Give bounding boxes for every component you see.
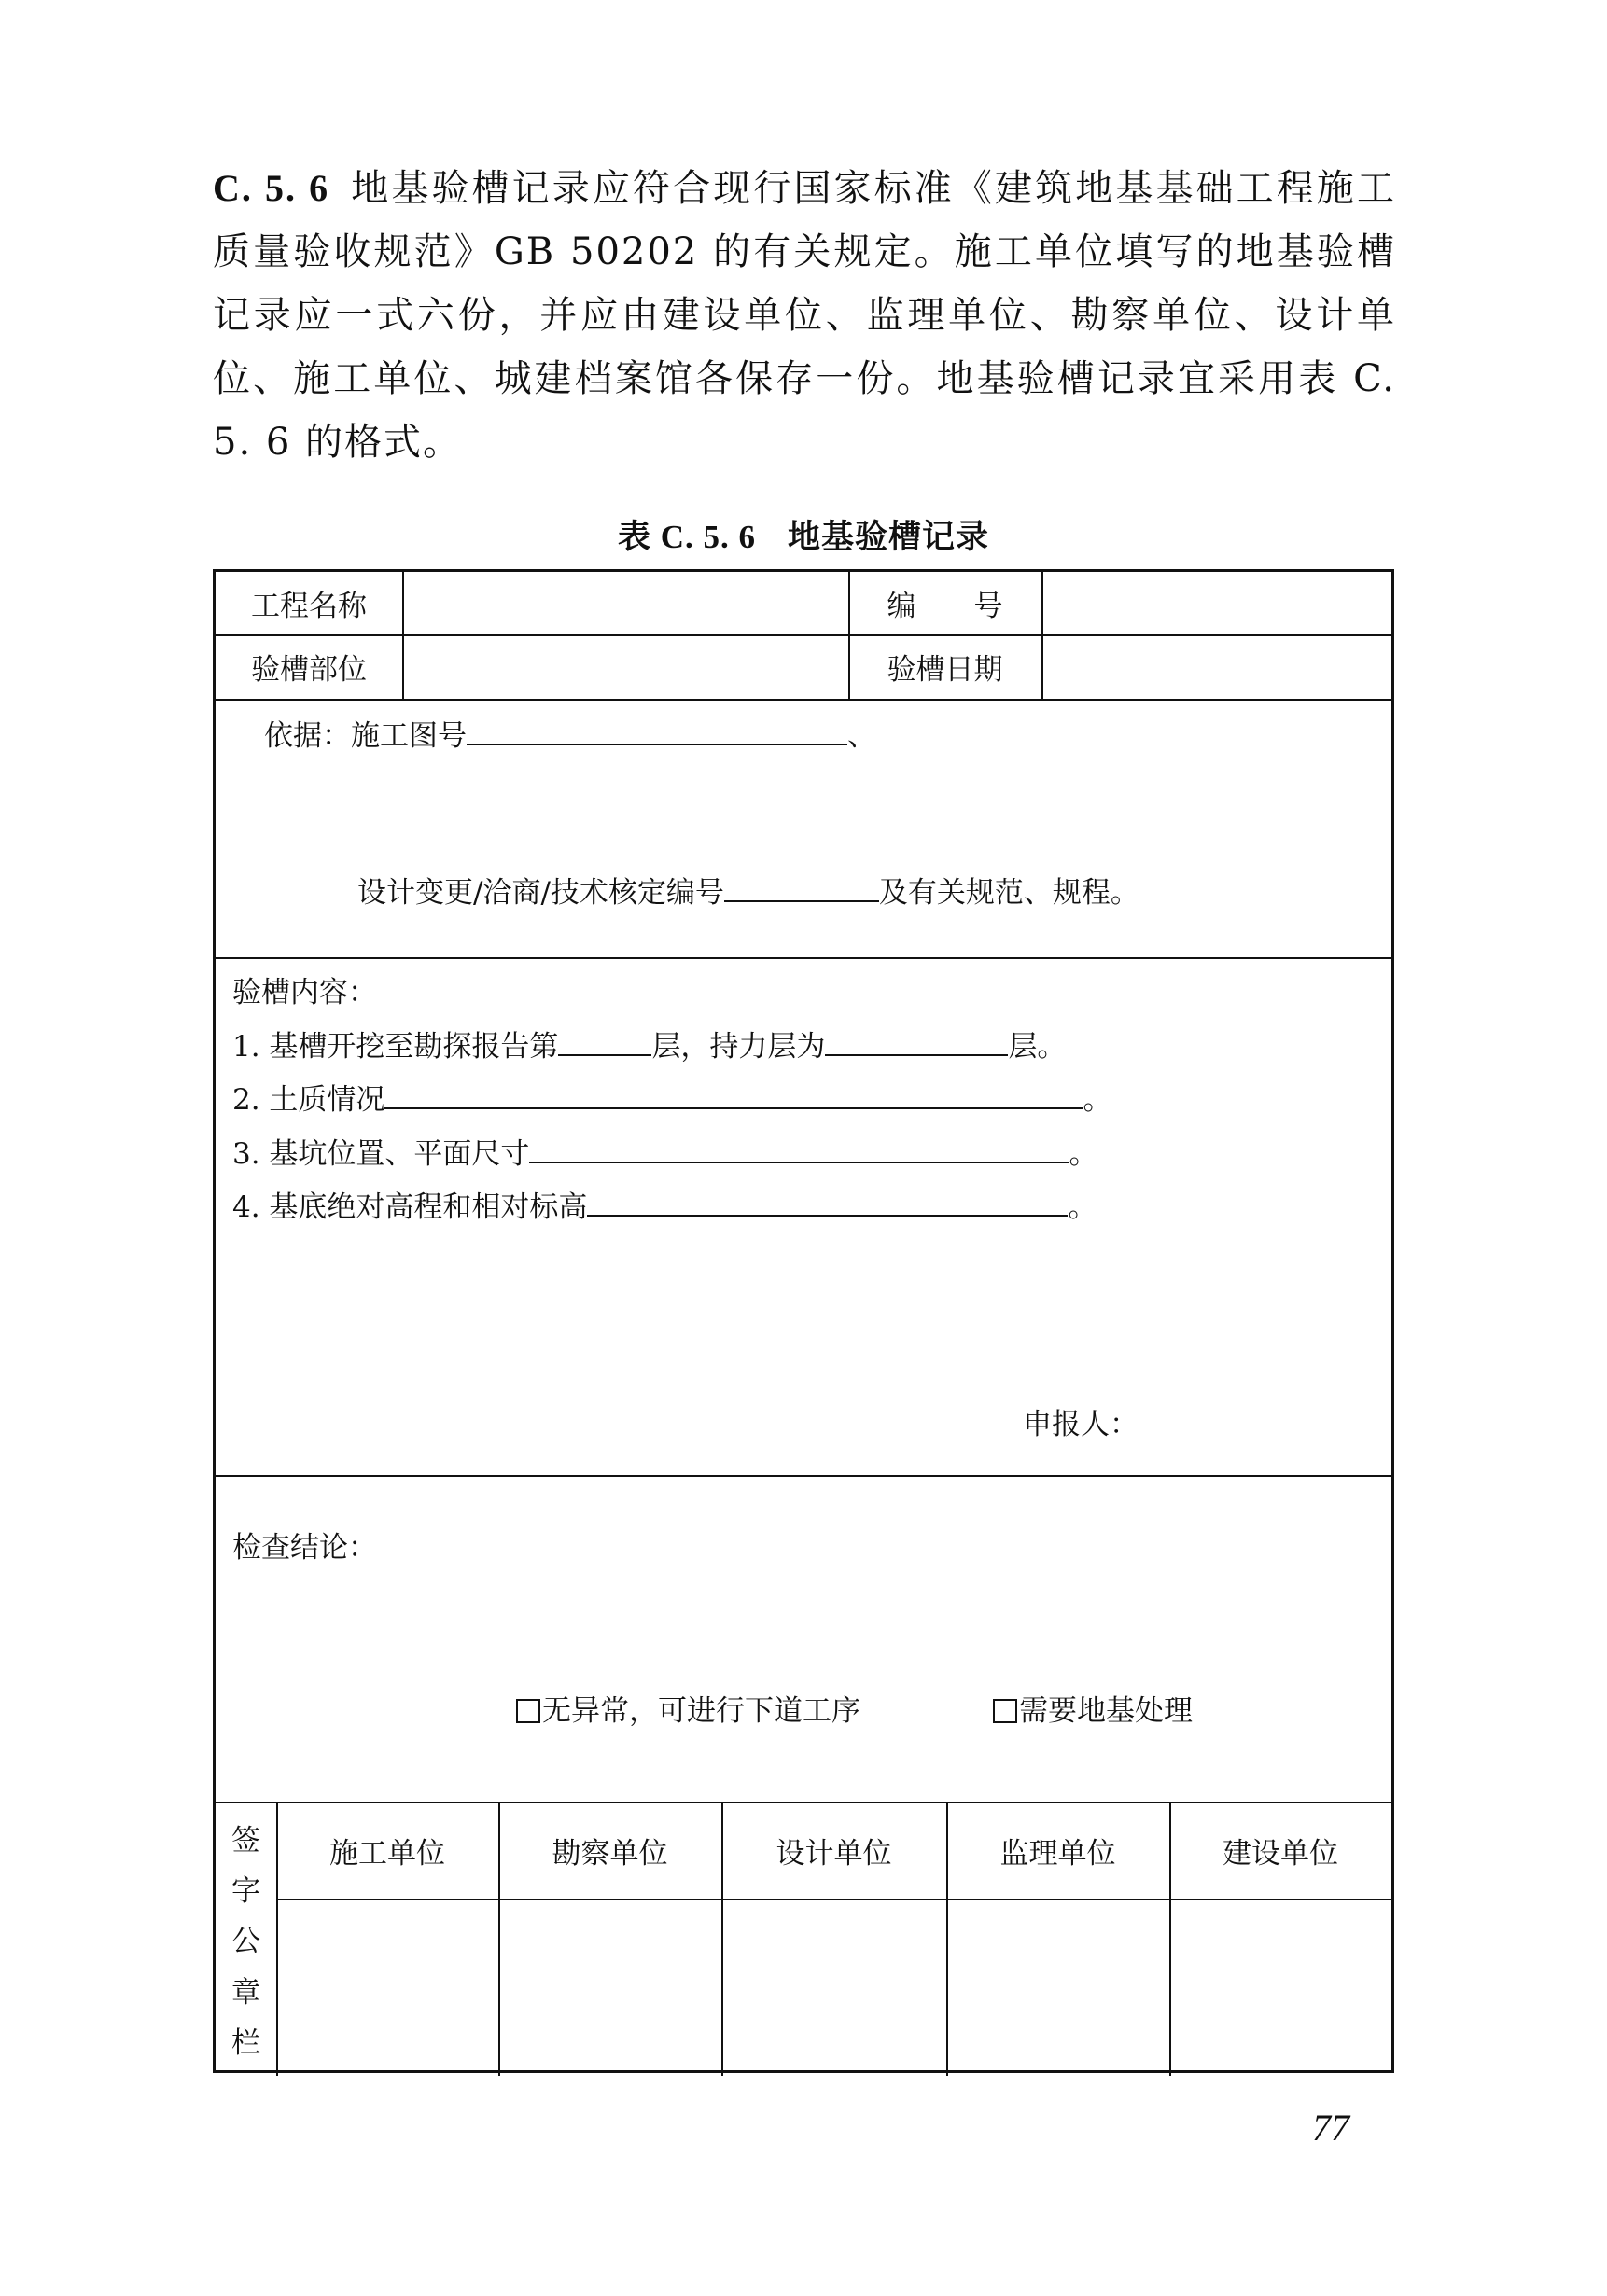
page-number: 77	[1312, 2107, 1349, 2149]
content-label: 验槽内容：	[232, 976, 377, 1009]
sign-cell-supervision[interactable]	[948, 1900, 1168, 2072]
item2-period: 。	[1083, 1083, 1112, 1117]
sign-cell-design[interactable]	[723, 1900, 945, 2072]
project-name-field[interactable]	[405, 575, 847, 633]
sign-side-char: 签	[231, 1823, 260, 1858]
content-item-2	[232, 1076, 1111, 1118]
clause-text: 地基验槽记录应符合现行国家标准《建筑地基基础工程施工质量验收规范》GB 50202 的有关规定。施工单位填写的地基验槽记录应一式六份，并应由建设单位、监理单位、勘察单位、设计单位、施工单位、城建档案馆各保存一份。地基验槽记录宜采用表 C. 5. 6 的格式。	[213, 167, 1396, 464]
content-item-4	[232, 1183, 1097, 1225]
sign-side-char: 公	[231, 1925, 260, 1959]
row-divider	[216, 699, 1391, 701]
foundation-trench-inspection-form	[213, 569, 1394, 2073]
sign-side-char: 字	[231, 1874, 260, 1909]
soil-condition-blank[interactable]	[384, 1079, 1083, 1109]
change-line	[357, 869, 1139, 911]
date-field[interactable]	[1044, 637, 1390, 697]
pit-position-blank[interactable]	[529, 1134, 1069, 1163]
item1-text-c: 层。	[1008, 1030, 1067, 1064]
checkbox-needs-treatment[interactable]	[993, 1699, 1017, 1723]
item4-text: 4. 基底绝对高程和相对标高	[232, 1190, 588, 1224]
sign-header-supervision: 监理单位	[999, 1836, 1116, 1871]
sign-side-char: 栏	[231, 2026, 260, 2061]
conclusion-label: 检查结论：	[232, 1531, 377, 1565]
item4-period: 。	[1068, 1190, 1097, 1224]
sign-cell-owner[interactable]	[1171, 1900, 1390, 2072]
item2-text: 2. 土质情况	[232, 1083, 385, 1117]
change-number-blank[interactable]	[724, 872, 879, 902]
option-needs-treatment-label: 需要地基处理	[1019, 1694, 1193, 1728]
sign-header-construction: 施工单位	[329, 1836, 445, 1871]
row-divider	[216, 1475, 1391, 1477]
bearing-layer-blank[interactable]	[825, 1026, 1008, 1056]
sign-side-char: 章	[231, 1975, 260, 2010]
col-divider	[1041, 572, 1043, 699]
option-needs-treatment[interactable]	[993, 1687, 1193, 1729]
item3-period: 。	[1069, 1137, 1098, 1171]
sign-cell-survey[interactable]	[500, 1900, 720, 2072]
change-suffix: 及有关规范、规程。	[878, 876, 1139, 910]
number-label: 编 号	[887, 590, 1003, 623]
content-item-3	[232, 1130, 1097, 1172]
item1-text-a: 1. 基槽开挖至勘探报告第	[232, 1030, 559, 1064]
content-item-1	[232, 1023, 1066, 1065]
sign-header-owner: 建设单位	[1223, 1836, 1338, 1871]
location-label: 验槽部位	[251, 653, 367, 687]
survey-layer-blank[interactable]	[558, 1026, 651, 1056]
location-field[interactable]	[405, 637, 847, 697]
clause-number: C. 5. 6	[213, 167, 330, 209]
option-no-anomaly-label: 无异常，可进行下道工序	[542, 1694, 860, 1728]
sign-header-design: 设计单位	[776, 1836, 892, 1871]
caption-number: 表 C. 5. 6	[617, 519, 756, 555]
sign-header-survey: 勘察单位	[552, 1836, 668, 1871]
clause-paragraph	[213, 157, 1396, 474]
sign-cell-construction[interactable]	[278, 1900, 497, 2072]
number-field[interactable]	[1044, 575, 1390, 633]
table-caption	[0, 511, 1607, 558]
project-name-label: 工程名称	[251, 590, 367, 623]
basis-separator: 、	[847, 719, 876, 753]
elevation-blank[interactable]	[587, 1187, 1068, 1217]
date-label: 验槽日期	[887, 653, 1003, 687]
col-divider	[402, 572, 404, 699]
basis-label: 依据：施工图号	[264, 719, 467, 753]
caption-title: 地基验槽记录	[788, 518, 990, 556]
drawing-number-blank[interactable]	[467, 716, 847, 745]
reporter-label: 申报人：	[1023, 1408, 1139, 1441]
item3-text: 3. 基坑位置、平面尺寸	[232, 1137, 530, 1171]
row-divider	[216, 957, 1391, 959]
option-no-anomaly[interactable]	[516, 1687, 860, 1729]
signature-side-label	[216, 1806, 276, 2071]
change-prefix: 设计变更/洽商/技术核定编号	[357, 876, 724, 910]
basis-line	[264, 712, 876, 754]
item1-text-b: 层，持力层为	[651, 1030, 826, 1064]
checkbox-no-anomaly[interactable]	[516, 1699, 540, 1723]
